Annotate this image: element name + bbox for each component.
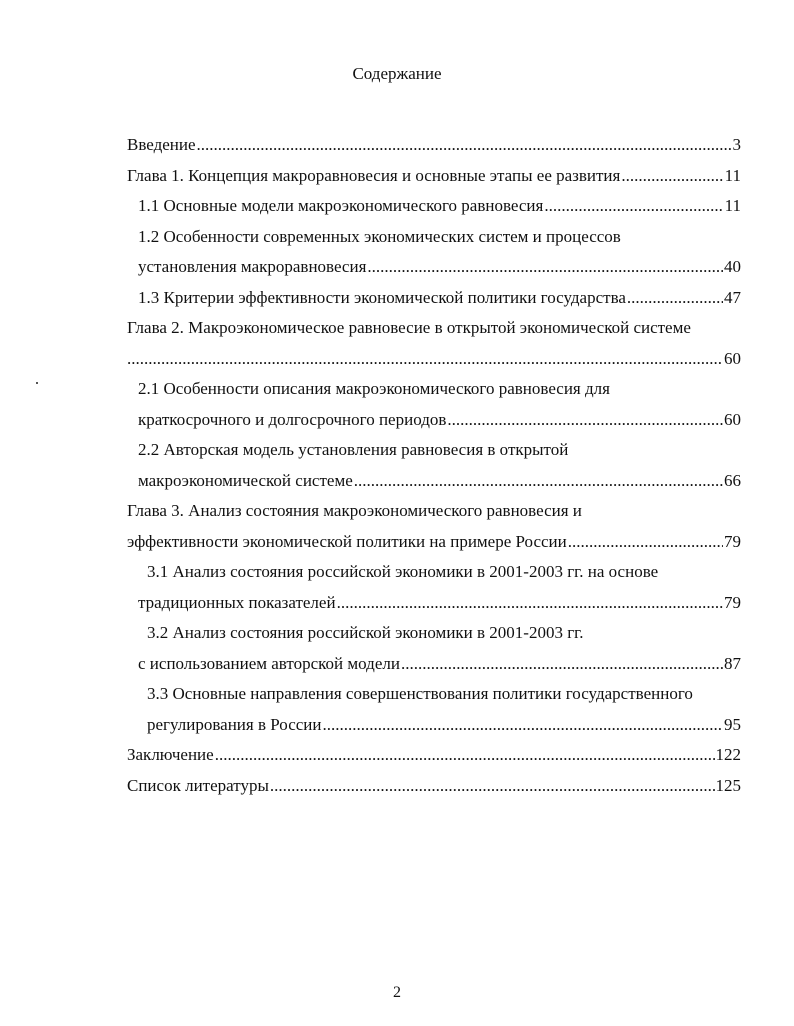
dot-leader bbox=[367, 252, 723, 283]
toc-entry-3-1-cont[interactable] bbox=[127, 588, 741, 619]
toc-entry-text-cont: эффективности экономической политики на примере России bbox=[127, 531, 567, 551]
dot-leader bbox=[544, 191, 723, 222]
toc-entry-3-2-cont[interactable] bbox=[127, 649, 741, 680]
dot-leader bbox=[354, 466, 723, 497]
toc-entry-page: 60 bbox=[724, 409, 741, 429]
toc-entry-introduction[interactable] bbox=[127, 130, 741, 161]
toc-entry-text: 1.1 Основные модели макроэкономического равновесия bbox=[138, 196, 544, 215]
toc-entry-page: 125 bbox=[715, 775, 741, 795]
toc-entry-page: 11 bbox=[724, 165, 741, 185]
toc-entry-2-2[interactable] bbox=[127, 435, 741, 466]
toc-entry-page: 47 bbox=[724, 287, 741, 307]
toc-entry-text: 1.2 Особенности современных экономических систем и процессов bbox=[138, 226, 621, 246]
dot-leader bbox=[215, 740, 715, 771]
dot-leader bbox=[127, 344, 723, 375]
toc-entry-conclusion[interactable] bbox=[127, 740, 741, 771]
toc-entry-3-1[interactable] bbox=[127, 557, 741, 588]
toc-entry-2-2-cont[interactable] bbox=[127, 466, 741, 497]
dot-leader bbox=[197, 130, 732, 161]
toc-entry-page: 3 bbox=[732, 135, 741, 154]
dot-leader bbox=[447, 405, 723, 436]
toc-entry-chapter-2-cont[interactable] bbox=[127, 344, 741, 375]
toc-entry-1-3[interactable] bbox=[127, 283, 741, 314]
toc-entry-text: 2.2 Авторская модель установления равновесия в открытой bbox=[138, 440, 569, 459]
toc-entry-text: 2.1 Особенности описания макроэкономического равновесия для bbox=[138, 379, 610, 398]
toc-entry-text: 3.2 Анализ состояния российской экономики в 2001-2003 гг. bbox=[147, 623, 584, 642]
toc-entry-text: Введение bbox=[127, 135, 196, 154]
toc-entry-page: 66 bbox=[724, 470, 741, 490]
dot-leader bbox=[401, 649, 723, 680]
toc-entry-text-cont: установления макроравновесия bbox=[138, 257, 367, 276]
toc-entry-page: 95 bbox=[724, 714, 741, 734]
toc-entry-text-cont: краткосрочного и долгосрочного периодов bbox=[138, 409, 447, 429]
toc-entry-page: 122 bbox=[715, 745, 741, 764]
toc-entry-chapter-2[interactable] bbox=[127, 313, 741, 344]
toc-entry-1-1[interactable] bbox=[127, 191, 741, 222]
toc-entry-1-2-cont[interactable] bbox=[127, 252, 741, 283]
toc-entry-page: 79 bbox=[724, 531, 741, 551]
toc-entry-text-cont: традиционных показателей bbox=[138, 592, 336, 612]
dot-leader bbox=[270, 771, 715, 802]
toc-entry-3-2[interactable] bbox=[127, 618, 741, 649]
dot-leader bbox=[337, 588, 723, 619]
dot-leader bbox=[322, 710, 723, 741]
toc-entry-3-3[interactable] bbox=[127, 679, 741, 710]
toc-entry-2-1-cont[interactable] bbox=[127, 405, 741, 436]
toc-entry-page: 11 bbox=[724, 196, 741, 215]
toc-entry-3-3-cont[interactable] bbox=[127, 710, 741, 741]
toc-entry-text-cont: регулирования в России bbox=[147, 714, 322, 734]
toc-entry-1-2[interactable] bbox=[127, 222, 741, 253]
scan-speck bbox=[36, 382, 38, 384]
toc-entry-text-cont: с использованием авторской модели bbox=[138, 653, 400, 673]
toc-entry-page: 40 bbox=[724, 257, 741, 276]
toc-entry-text: Глава 2. Макроэкономическое равновесие в открытой экономической системе bbox=[127, 318, 691, 337]
toc-entry-text: 3.1 Анализ состояния российской экономики в 2001-2003 гг. на основе bbox=[147, 562, 659, 581]
toc-entry-text: Глава 3. Анализ состояния макроэкономического равновесия и bbox=[127, 501, 582, 520]
toc-entry-chapter-3[interactable] bbox=[127, 496, 741, 527]
toc-entry-page: 60 bbox=[724, 348, 741, 368]
page-title: Содержание bbox=[352, 64, 442, 83]
dot-leader bbox=[627, 283, 723, 314]
toc-entry-references[interactable] bbox=[127, 771, 741, 802]
toc-entry-text: 1.3 Критерии эффективности экономической политики государства bbox=[138, 287, 626, 307]
page-number: 2 bbox=[393, 984, 401, 1001]
toc-entry-text: Глава 1. Концепция макроравновесия и основные этапы ее развития bbox=[127, 165, 621, 185]
toc-entry-page: 87 bbox=[724, 653, 741, 673]
toc-entry-chapter-1[interactable] bbox=[127, 161, 741, 192]
toc-entry-page: 79 bbox=[724, 592, 741, 612]
toc-entry-text-cont: макроэкономической системе bbox=[138, 470, 353, 490]
dot-leader bbox=[568, 527, 723, 558]
dot-leader bbox=[621, 161, 723, 192]
toc-entry-chapter-3-cont[interactable] bbox=[127, 527, 741, 558]
table-of-contents bbox=[127, 130, 741, 801]
toc-entry-text: Заключение bbox=[127, 745, 214, 764]
toc-entry-text: 3.3 Основные направления совершенствования политики государственного bbox=[147, 684, 693, 703]
toc-entry-2-1[interactable] bbox=[127, 374, 741, 405]
toc-entry-text: Список литературы bbox=[127, 775, 269, 795]
